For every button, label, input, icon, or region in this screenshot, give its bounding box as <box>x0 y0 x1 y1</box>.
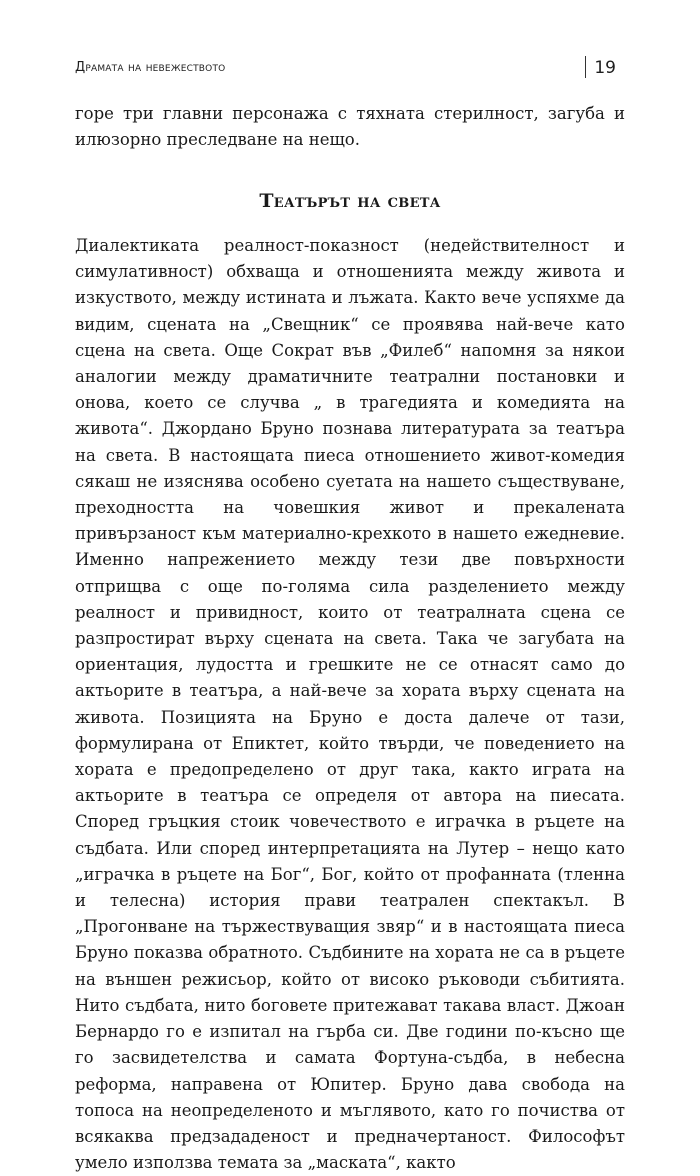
body-paragraph: Диалектиката реалност-показност (недействителност и симулативност) обхваща и отношенията между живота и изкуството, между истината и лъжата. Както вече успяхме да видим, сцената на „Свещник“ се проявява най-вече като сцена на света. Още Сократ във „Филеб“ напомня за някои аналогии между драматичните театрални постановки и онова, което се случва „ в трагедията и комедията на живота“. Джордано Бруно познава литературата за театъра на света. В настоящата пиеса отношението живот-комедия сякаш не изяснява особено суетата на нашето съществуване, преходността на човешкия живот и прекалената привързаност към материално-крехкото в нашето ежедневие. Именно напрежението между тези две повърхности отприщва с още по-голяма сила разделението между реалност и привидност, които от театралната сцена се разпростират върху сцената на света. Така че загубата на ориентация, лудостта и грешките не се отнасят само до актьорите в театъра, а най-вече за хората върху сцената на живота. Позицията на Бруно е доста далече от тази, формулирана от Епиктет, който твърди, че поведението на хората е предопределено от друг така, както играта на актьорите в театъра се определя от автора на пиесата. Според гръцкия стоик човечеството е играчка в ръцете на съдбата. Или според интерпретацията на Лутер – нещо като „играчка в ръцете на Бог“, Бог, който от профанната (тленна и телесна) история прави театрален спектакъл. В „Прогонване на тържествуващия звяр“ и в настоящата пиеса Бруно показва обратното. Съдбините на хората не са в ръцете на външен режисьор, който от високо ръководи събитията. Нито съдбата, нито боговете притежават такава власт. Джоан Бернардо го е изпитал на гърба си. Две години по-късно ще го засвидетелства и самата Фортуна-съдба, в небесна реформа, направена от Юпитер. Бруно дава свобода на топоса на неопределеното и мъглявото, като го почиства от всякаква предзададеност и предначертаност. Философът умело използва темата за „маската“, както <box>75 236 625 1173</box>
page-number-divider <box>585 56 586 78</box>
running-header-title: Драмата на невежеството <box>75 60 226 75</box>
page-number <box>585 56 616 78</box>
continued-paragraph: горе три главни персонажа с тяхната стерилност, загуба и илюзорно преследване на нещо. <box>75 104 625 150</box>
page-number-value: 19 <box>594 58 616 78</box>
section-heading: Театърът на света <box>259 190 441 212</box>
